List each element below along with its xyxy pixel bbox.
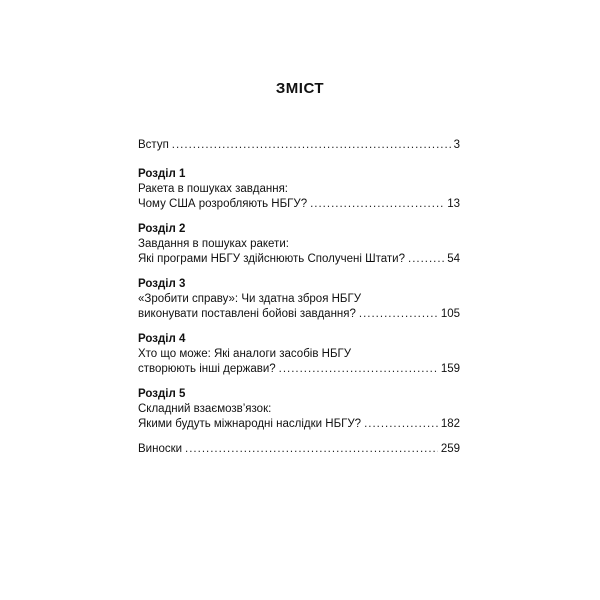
- section-title-last-line: створюють інші держави?: [138, 363, 276, 375]
- section-label: Розділ 4: [138, 333, 186, 345]
- dot-leader: [359, 307, 438, 322]
- toc-entry-line: [138, 417, 460, 432]
- toc-entry-section-4[interactable]: [138, 332, 460, 377]
- toc-page-number: 259: [440, 443, 460, 455]
- toc-page-number: 159: [440, 363, 460, 375]
- toc-page-number: 182: [440, 418, 460, 430]
- toc-entry-line: [138, 307, 460, 322]
- toc-page-number: 105: [440, 308, 460, 320]
- toc-entry-line: [138, 138, 460, 153]
- dot-leader: [408, 252, 444, 267]
- section-title-last-line: Якими будуть міжнародні наслідки НБГУ?: [138, 418, 362, 430]
- section-title-last-line: Чому США розробляють НБГУ?: [138, 198, 308, 210]
- toc-page-number: 13: [447, 198, 460, 210]
- toc-entry-text: Вступ: [138, 139, 169, 151]
- section-label: Розділ 5: [138, 388, 186, 400]
- toc-entry-section-5[interactable]: [138, 387, 460, 432]
- dot-leader: [364, 417, 438, 432]
- toc-entry-section-1[interactable]: [138, 167, 460, 212]
- toc-entry-intro[interactable]: [138, 138, 460, 153]
- toc-entry-text: Виноски: [138, 443, 183, 455]
- toc-entry-section-3[interactable]: [138, 277, 460, 322]
- dot-leader: [172, 138, 451, 153]
- section-title-line: Завдання в пошуках ракети:: [138, 238, 289, 250]
- section-label: Розділ 1: [138, 168, 186, 180]
- toc-entry-section-2[interactable]: [138, 222, 460, 267]
- section-title-line: Ракета в пошуках завдання:: [138, 183, 288, 195]
- section-title-line: Складний взаємозв’язок:: [138, 403, 272, 415]
- dot-leader: [310, 197, 444, 212]
- section-label: Розділ 2: [138, 223, 186, 235]
- toc-entry-line: [138, 197, 460, 212]
- toc-title: ЗМІСТ: [275, 80, 325, 97]
- section-title-last-line: Які програми НБГУ здійснюють Сполучені Штати?: [138, 253, 405, 265]
- section-title-last-line: виконувати поставлені бойові завдання?: [138, 308, 356, 320]
- toc-entry-line: [138, 442, 460, 457]
- section-title-line: «Зробити справу»: Чи здатна зброя НБГУ: [138, 293, 362, 305]
- toc-entry-notes[interactable]: [138, 442, 460, 457]
- dot-leader: [279, 362, 438, 377]
- toc-entry-line: [138, 362, 460, 377]
- toc-entry-line: [138, 252, 460, 267]
- dot-leader: [185, 442, 438, 457]
- toc-page-number: 3: [453, 139, 460, 151]
- section-title-line: Хто що може: Які аналоги засобів НБГУ: [138, 348, 352, 360]
- toc-page-number: 54: [447, 253, 460, 265]
- table-of-contents: [138, 138, 460, 467]
- section-label: Розділ 3: [138, 278, 186, 290]
